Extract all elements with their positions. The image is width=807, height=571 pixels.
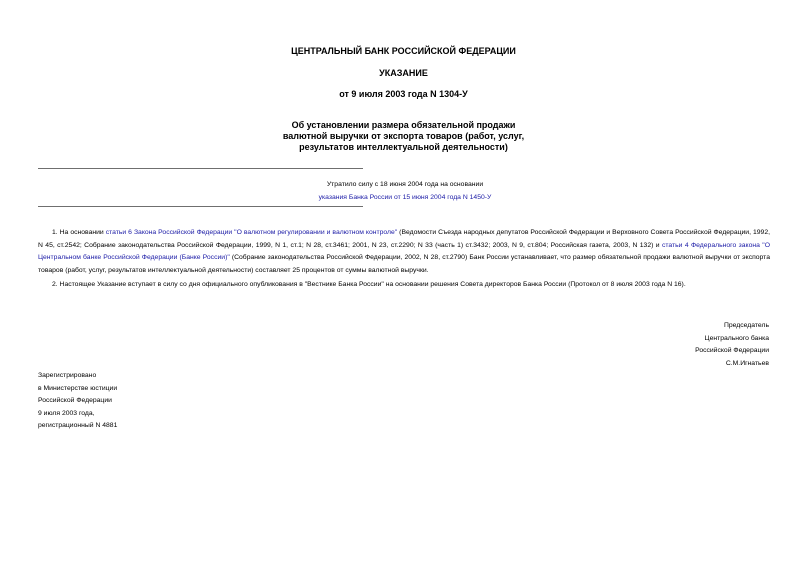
signature-block (569, 320, 769, 370)
law-link-article-4[interactable]: статьи 4 Федерального закона "О Центральном банке Российской Федерации (Банке России)" (38, 241, 770, 261)
signature-name: С.М.Игнатьев (725, 359, 769, 367)
registration-line: Российской Федерации (38, 397, 112, 404)
signature-line: Председатель (724, 322, 769, 329)
paragraph-1-citation: (Ведомости Съезда народных депутатов Российской Федерации и Верховного Совета Российской Федерации, 1992, N 45, ст.2542; Собрание законодательства Российской Федерации, 1999, N 1, ст.1; N 28, ст.3461; 2001, N 23, ст.2290; N 33 (часть 1) ст.3432; 2003, N 9, ст.804; Российская газета, 2003, N 132) и (38, 229, 770, 249)
signature-line: Центрального банка (704, 334, 769, 342)
status-link[interactable]: указания Банка России от 15 июня 2004 года N 1450-У (318, 193, 492, 201)
document-type: УКАЗАНИЕ (379, 68, 428, 78)
registration-line: 9 июля 2003 года, (38, 409, 95, 417)
divider-bottom (38, 206, 363, 207)
registration-line: Зарегистрировано (38, 372, 97, 379)
registration-line: регистрационный N 4881 (38, 422, 118, 429)
document-title (0, 120, 807, 153)
registration-block (38, 370, 238, 433)
law-link-article-6[interactable]: статьи 6 Закона Российской Федерации "О валютном регулировании и валютном контроле" (105, 229, 398, 236)
document-date-number: от 9 июля 2003 года N 1304-У (339, 89, 468, 99)
paragraph-1-conclusion: (Собрание законодательства Российской Федерации, 2002, N 28, ст.2790) Банк России устанавливает, что размер обязательной продажи валютной выручки от экспорта товаров (работ, услуг, результатов интеллектуальной деятельности) составляет 25 процентов от суммы валютной выручки. (38, 254, 771, 274)
paragraph-2: 2. Настоящее Указание вступает в силу со дня официального опубликования в "Вестнике Банка России" на основании решения Совета директоров Банка России (Протокол от 8 июля 2003 года N 16). (52, 281, 686, 288)
title-line: результатов интеллектуальной деятельности) (299, 142, 508, 152)
bank-name: ЦЕНТРАЛЬНЫЙ БАНК РОССИЙСКОЙ ФЕДЕРАЦИИ (291, 46, 516, 56)
divider-top (38, 168, 363, 169)
status-note (250, 179, 560, 204)
registration-line: в Министерстве юстиции (38, 384, 118, 392)
title-line: Об установлении размера обязательной продажи (291, 120, 516, 130)
paragraph-1 (38, 227, 770, 277)
title-line: валютной выручки от экспорта товаров (работ, услуг, (282, 131, 525, 141)
signature-line: Российской Федерации (695, 347, 769, 354)
status-text: Утратило силу с 18 июня 2004 года на основании (326, 181, 484, 188)
paragraph-1-intro: 1. На основании (52, 229, 106, 236)
